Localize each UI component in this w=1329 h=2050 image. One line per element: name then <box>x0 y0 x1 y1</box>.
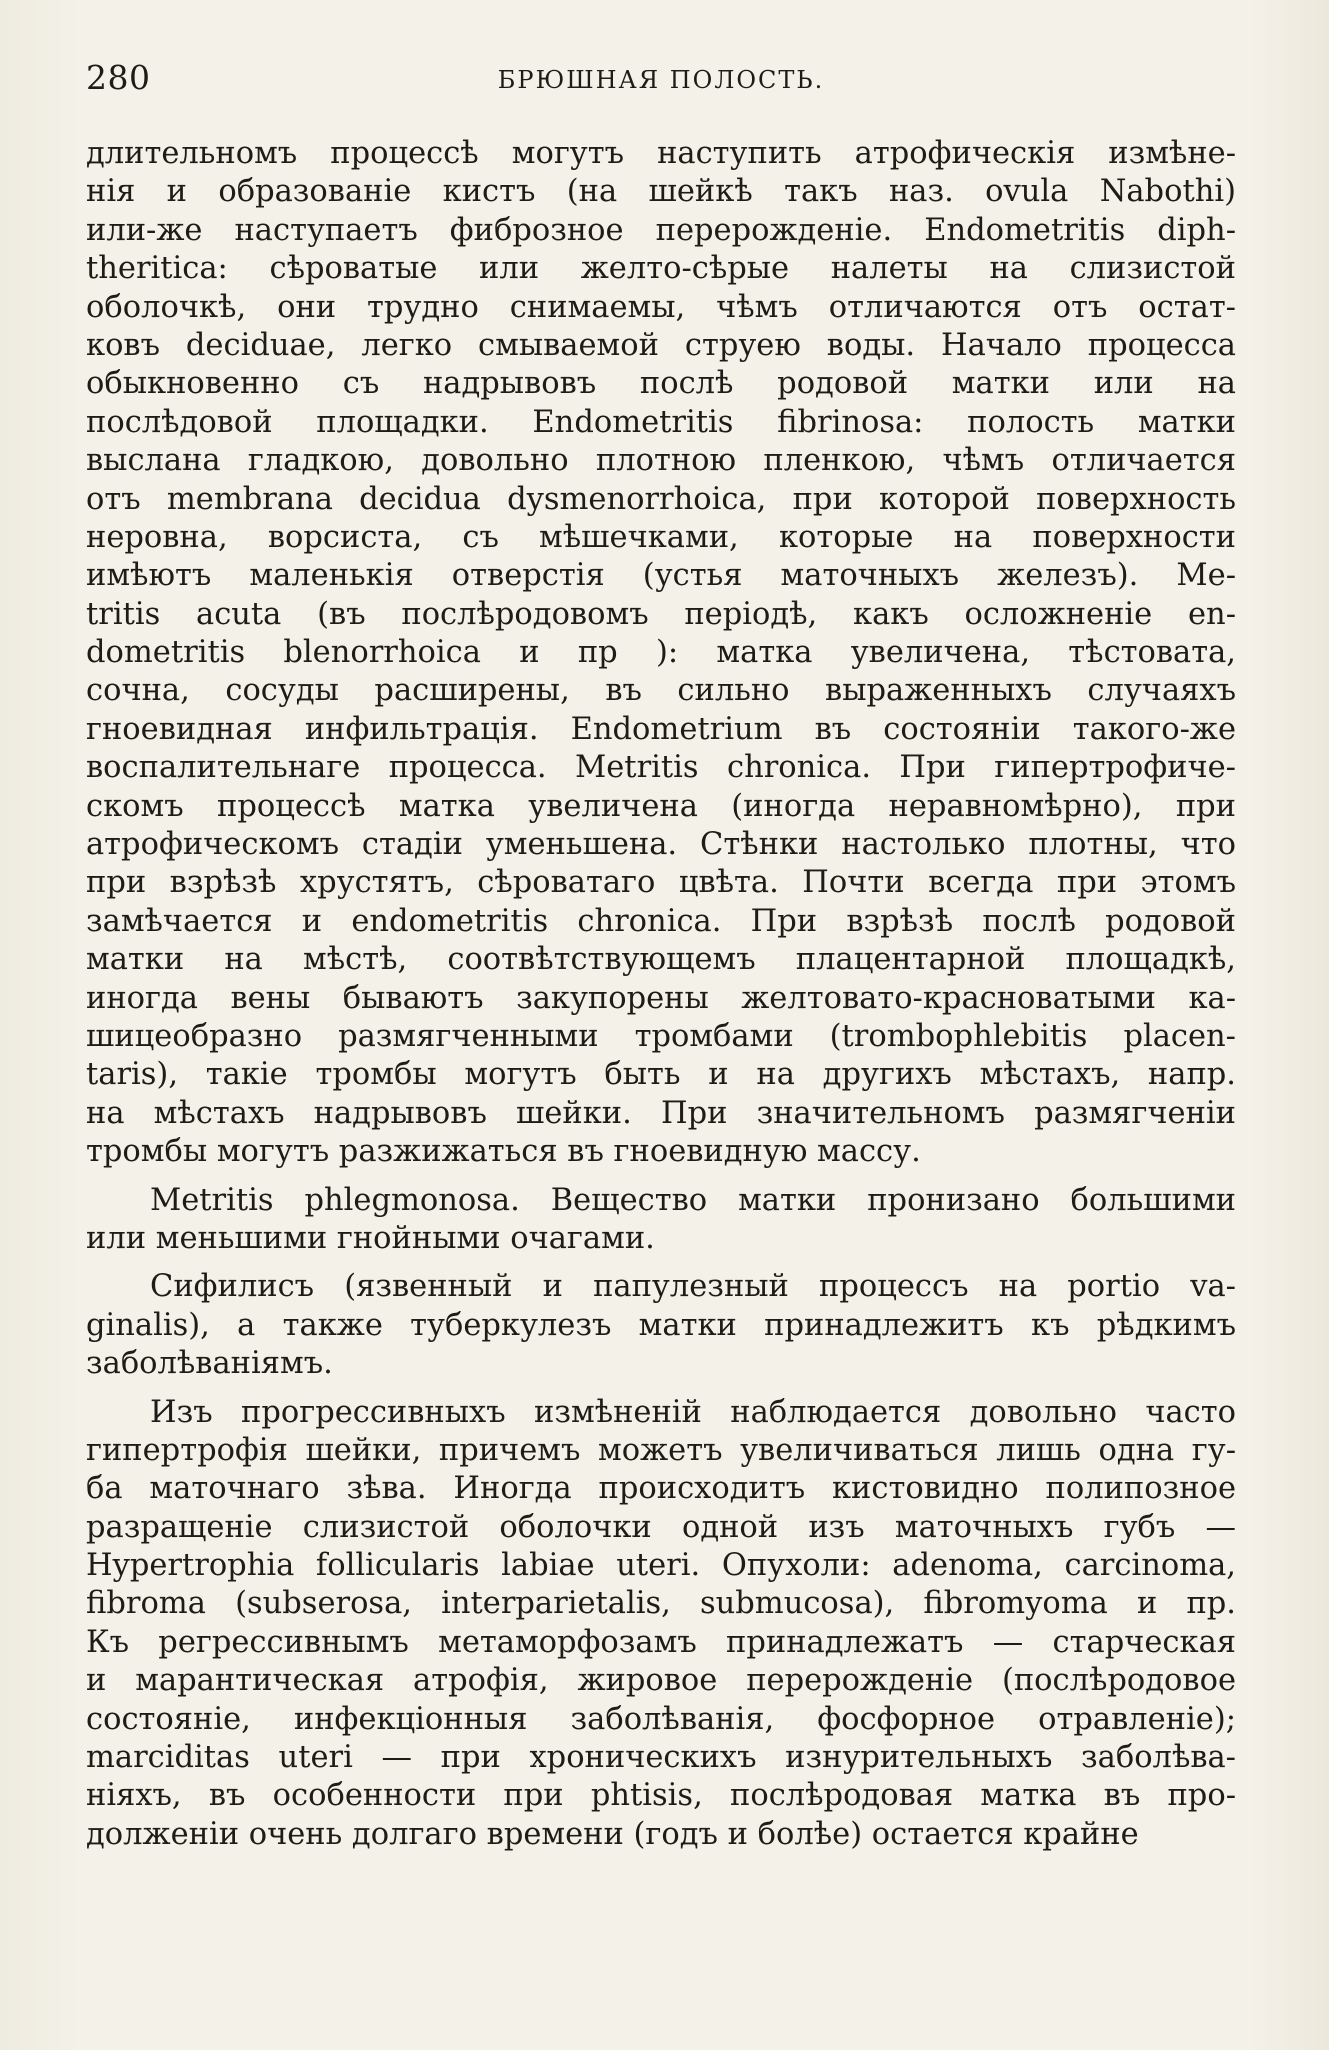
text-line: ніяхъ, въ особенности при phtisis, послѣродовая матка въ про- <box>86 1778 1236 1814</box>
text-line: Изъ прогрессивныхъ измѣненій наблюдается довольно часто <box>150 1394 1236 1430</box>
body-text <box>86 135 1236 1854</box>
text-line: скомъ процессѣ матка увеличена (иногда неравномѣрно), при <box>86 788 1236 824</box>
text-line: или-же наступаетъ фиброзное перерожденіе. Endometritis diph- <box>86 212 1236 248</box>
paragraph <box>86 1268 1236 1383</box>
page-header <box>86 58 1236 102</box>
page-number: 280 <box>86 58 151 97</box>
text-line: шицеобразно размягченными тромбами (tromboрhlebitis placen- <box>86 1018 1236 1054</box>
text-line: оболочкѣ, они трудно снимаемы, чѣмъ отличаются отъ остат- <box>86 289 1236 325</box>
text-line: атрофическомъ стадіи уменьшена. Стѣнки настолько плотны, что <box>86 827 1236 863</box>
text-line: состояніе, инфекціонныя заболѣванія, фосфорное отравленіе); <box>86 1701 1236 1737</box>
paragraph-gap <box>86 1258 1236 1268</box>
text-line: матки на мѣстѣ, соотвѣтствующемъ плацентарной площадкѣ, <box>86 942 1236 978</box>
paragraph-gap <box>86 1172 1236 1182</box>
text-line: сочна, сосуды расширены, въ сильно выраженныхъ случаяхъ <box>86 673 1236 709</box>
text-line: длительномъ процессѣ могутъ наступить атрофическія измѣне- <box>86 136 1236 171</box>
paragraph <box>86 135 1236 1172</box>
text-line: и марантическая атрофія, жировое перерожденіе (послѣродовое <box>86 1663 1236 1699</box>
text-line: иногда вены бываютъ закупорены желтовато-красноватыми ка- <box>86 980 1236 1016</box>
text-line: Сифилисъ (язвенный и папулезный процессъ на portio va- <box>150 1269 1236 1305</box>
text-line: theritica: сѣроватые или желто-сѣрые налеты на слизистой <box>86 251 1236 287</box>
text-line: разращеніе слизистой оболочки одной изъ маточныхъ губъ — <box>86 1509 1236 1545</box>
paragraph-gap <box>86 1384 1236 1394</box>
text-line: имѣютъ маленькія отверстія (устья маточныхъ железъ). Me- <box>86 558 1236 594</box>
text-line: воспалительнаге процесса. Metritis chronica. При гипертрофиче- <box>86 750 1236 786</box>
text-line: fibroma (subserosa, interparietalis, submucosa), fibromyoma и пр. <box>86 1586 1236 1622</box>
text-line: taris), такіе тромбы могутъ быть и на другихъ мѣстахъ, напр. <box>86 1057 1236 1093</box>
text-line: неровна, ворсиста, съ мѣшечками, которые на поверхности <box>86 519 1236 555</box>
text-line: Къ регрессивнымъ метаморфозамъ принадлежатъ — старческая <box>86 1624 1236 1660</box>
text-line: dometritis blenorrhoica и пр ): матка увеличена, тѣстовата, <box>86 635 1236 671</box>
paragraph <box>86 1394 1236 1855</box>
text-line: обыкновенно съ надрывовъ послѣ родовой матки или на <box>86 366 1236 402</box>
text-line: замѣчается и endometritis chronica. При взрѣзѣ послѣ родовой <box>86 903 1236 939</box>
text-line: на мѣстахъ надрывовъ шейки. При значительномъ размягченіи <box>86 1095 1236 1131</box>
text-line: ginalis), а также туберкулезъ матки принадлежитъ къ рѣдкимъ <box>86 1307 1236 1343</box>
text-line: Hypertrophia follicularis labiae uteri. Опухоли: adenoma, carcinoma, <box>86 1548 1236 1584</box>
text-line: marciditas uteri — при хроническихъ изнурительныхъ заболѣва- <box>86 1740 1236 1776</box>
text-line: тромбы могутъ разжижаться въ гноевидную массу. <box>86 1134 921 1170</box>
text-line: выслана гладкою, довольно плотною пленкою, чѣмъ отличается <box>86 443 1236 479</box>
text-line: долженіи очень долгаго времени (годъ и болѣе) остается крайне <box>86 1816 1139 1852</box>
text-line: tritis acuta (въ послѣродовомъ періодѣ, какъ осложненіе en- <box>86 596 1236 632</box>
text-line: отъ membrana decidua dysmenorrhoica, при которой поверхность <box>86 481 1236 517</box>
text-line: при взрѣзѣ хрустятъ, сѣроватаго цвѣта. Почти всегда при этомъ <box>86 865 1236 901</box>
text-line: гипертрофія шейки, причемъ можетъ увеличиваться лишь одна гу- <box>86 1432 1236 1468</box>
text-line: нія и образованіе кистъ (на шейкѣ такъ наз. ovula Nabothi) <box>86 174 1236 210</box>
running-title: БРЮШНАЯ ПОЛОСТЬ. <box>497 66 825 94</box>
text-line: ба маточнаго зѣва. Иногда происходитъ кистовидно полипозное <box>86 1471 1236 1507</box>
paragraph <box>86 1182 1236 1259</box>
text-line: ковъ deciduae, легко смываемой струею воды. Начало процесса <box>86 327 1236 363</box>
text-line: Metritis phlegmonosa. Вещество матки пронизано большими <box>150 1182 1236 1218</box>
text-line: или меньшими гнойными очагами. <box>86 1220 655 1256</box>
text-line: гноевидная инфильтрація. Endometrium въ состояніи такого-же <box>86 711 1236 747</box>
text-line: послѣдовой площадки. Endometritis fibrinosa: полость матки <box>86 404 1236 440</box>
text-line: заболѣваніямъ. <box>86 1346 333 1382</box>
